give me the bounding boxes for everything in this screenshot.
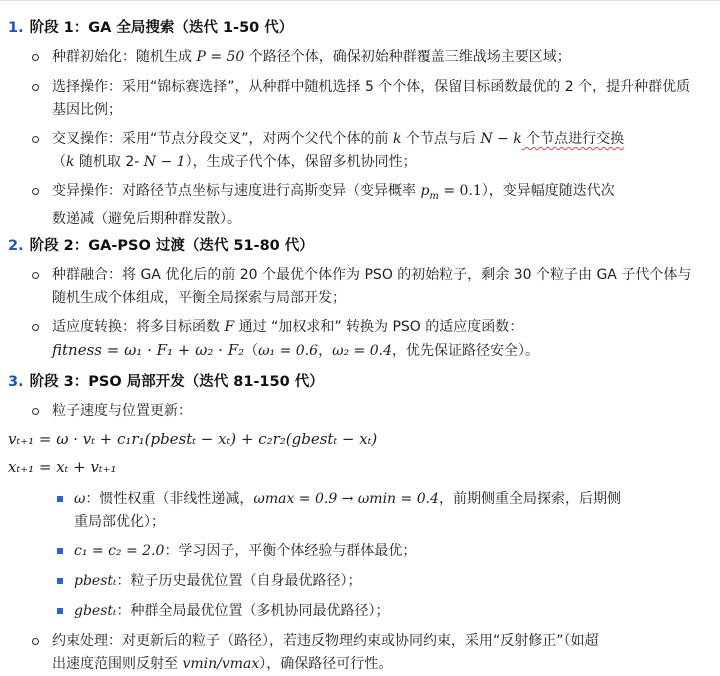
math-w1: ω₁ = 0.6 <box>258 343 319 359</box>
text: 选择操作：采用“锦标赛选择”，从种群中随机选择 5 个个体，保留目标函数最优的 2 个，提升种群优质基因比例； <box>52 79 691 118</box>
text: 个节点进行交换 <box>521 131 625 147</box>
stage3-sub-pbest <box>74 570 694 593</box>
text: ），确保路径可行性。 <box>259 656 393 672</box>
text: 个节点与后 <box>401 131 481 147</box>
math-n-minus-k: N − k <box>480 131 522 147</box>
math-population: P = 50 <box>196 49 245 65</box>
math-fitness: fitness = ω₁ · F₁ + ω₂ · F₂ <box>52 341 245 359</box>
text: ：种群全局最优位置（多机协同最优路径）； <box>116 603 390 619</box>
text: 通过 “加权求和” 转换为 PSO 的适应度函数： <box>234 319 524 335</box>
stage2-bullet-fusion <box>52 264 702 310</box>
text: ，前期侧重全局探索，后期侧 <box>438 491 621 507</box>
math-pm-sub: m <box>429 190 439 202</box>
text: ），变异幅度随迭代次 <box>481 183 615 199</box>
stage3-number: 3. <box>8 374 24 390</box>
text: 粒子速度与位置更新： <box>52 403 192 419</box>
text: 重局部优化）； <box>74 514 165 530</box>
math-k: k <box>392 131 402 147</box>
stage3-sub-learning <box>74 540 694 563</box>
stage2-heading <box>8 234 314 255</box>
text: 随机取 2- <box>74 154 144 170</box>
top-border <box>0 0 720 1</box>
text: 约束处理：对更新后的粒子（路径），若违反物理约束或协同约束，采用“反射修正”（如超 <box>52 633 599 649</box>
equation-velocity: vₜ₊₁ = ω · vₜ + c₁r₁(pbestₜ − xₜ) + c₂r₂(gbestₜ − xₜ) <box>8 430 378 448</box>
math-pm: p <box>420 183 430 199</box>
math-pm-value: = 0.1 <box>438 183 482 199</box>
text: ， <box>318 343 333 359</box>
stage1-heading <box>8 16 293 37</box>
math-gbest: gbestₜ <box>74 603 117 619</box>
math-vmin-vmax: vmin/vmax <box>182 656 260 672</box>
stage3-heading <box>8 370 324 391</box>
math-F: F <box>224 319 235 335</box>
text: 数递减（避免后期种群发散）。 <box>52 210 241 227</box>
equation-position: xₜ₊₁ = xₜ + vₜ₊₁ <box>8 458 117 476</box>
text: 出速度范围则反射至 <box>52 656 183 672</box>
stage2-bullet-fitness <box>52 316 702 363</box>
text: ，优先保证路径安全）。 <box>392 343 539 359</box>
text: （ <box>244 343 259 359</box>
text: ），生成子代个体，保留多机协同性； <box>185 154 417 170</box>
math-omega: ω <box>74 491 86 507</box>
stage3-title: 阶段 3：PSO 局部开发（迭代 81-150 代） <box>29 374 324 390</box>
text: 种群初始化：随机生成 <box>52 49 197 65</box>
math-w2: ω₂ = 0.4 <box>332 343 392 359</box>
math-k: k <box>66 154 75 170</box>
math-n-minus-1: N − 1 <box>143 154 186 170</box>
stage2-title: 阶段 2：GA-PSO 过渡（迭代 51-80 代） <box>29 238 314 254</box>
stage1-number: 1. <box>8 20 24 36</box>
text: ：惯性权重（非线性递减， <box>85 491 254 507</box>
stage1-bullet-crossover <box>52 128 702 174</box>
text: 个路径个体，确保初始种群覆盖三维战场主要区域； <box>244 49 571 65</box>
text: ：学习因子，平衡个体经验与群体最优； <box>164 543 417 559</box>
stage1-bullet-init <box>52 46 702 69</box>
math-c1-c2: c₁ = c₂ = 2.0 <box>74 543 165 559</box>
math-omega-range: ωmax = 0.9 → ωmin = 0.4 <box>253 491 439 507</box>
stage3-sub-inertia <box>74 488 694 534</box>
stage2-number: 2. <box>8 238 24 254</box>
text: 适应度转换：将多目标函数 <box>52 319 225 335</box>
text: 变异操作：对路径节点坐标与速度进行高斯变异（变异概率 <box>52 183 421 199</box>
stage1-bullet-mutation <box>52 180 702 231</box>
text: ：粒子历史最优位置（自身最优路径）； <box>116 573 362 589</box>
math-pbest: pbestₜ <box>74 573 117 589</box>
stage3-bullet-constraint <box>52 630 702 676</box>
text: 交叉操作：采用“节点分段交叉”，对两个父代个体的前 <box>52 131 393 147</box>
text: 种群融合：将 GA 优化后的前 20 个最优个体作为 PSO 的初始粒子，剩余 30 个粒子由 GA 子代个体与随机生成个体组成，平衡全局探索与局部开发； <box>52 267 692 306</box>
stage1-bullet-selection <box>52 76 702 122</box>
stage3-sub-gbest <box>74 600 694 623</box>
text: （ <box>52 154 66 170</box>
stage3-bullet-update <box>52 400 702 423</box>
stage1-title: 阶段 1：GA 全局搜索（迭代 1-50 代） <box>29 20 294 36</box>
